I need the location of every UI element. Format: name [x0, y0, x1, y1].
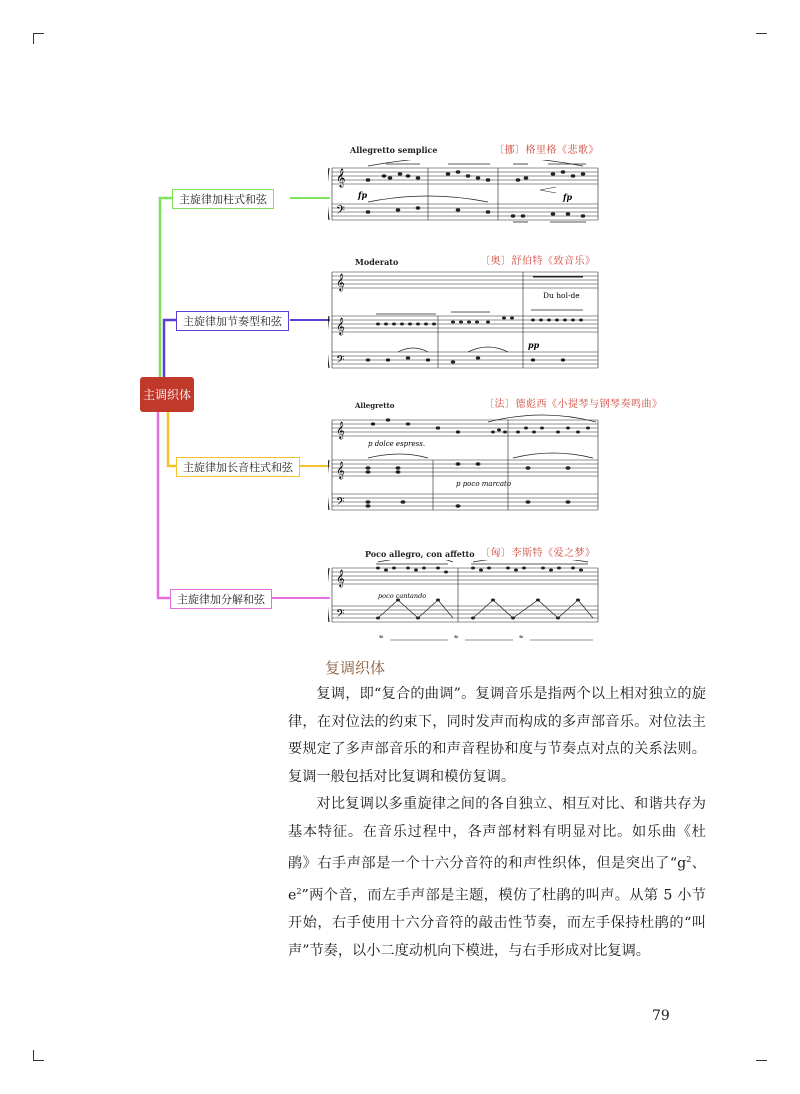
svg-text:𝄢: 𝄢 — [336, 354, 345, 369]
example-2-tempo: Moderato — [355, 257, 399, 267]
paragraph-2-text — [288, 791, 706, 965]
superscript-e: 2 — [296, 887, 302, 897]
connector-branch-2 — [164, 320, 176, 377]
svg-text:𝆮: 𝆮 — [378, 634, 383, 642]
svg-text:𝄞: 𝄞 — [336, 569, 345, 587]
svg-text:fp: fp — [358, 190, 368, 200]
mark-poco-cantando: poco cantando — [378, 592, 427, 600]
svg-text:𝄢: 𝄢 — [336, 496, 345, 511]
svg-text:𝄢: 𝄢 — [336, 204, 346, 220]
svg-text:𝆮: 𝆮 — [453, 634, 458, 642]
mindmap-root: 主调织体 — [140, 377, 194, 412]
score-example-3 — [328, 410, 600, 524]
example-3-credit: 〔法〕德彪西《小提琴与钢琴奏鸣曲》 — [484, 399, 663, 410]
example-4-tempo: Poco allegro, con affetto — [365, 549, 475, 559]
mindmap-branch-2: 主旋律加节奏型和弦 — [176, 311, 289, 331]
page-number: 79 — [652, 1008, 670, 1024]
mindmap-branch-3: 主旋律加长音柱式和弦 — [176, 457, 300, 477]
svg-text:𝄞: 𝄞 — [336, 421, 345, 439]
paragraph-1-text: 复调，即“复合的曲调”。复调音乐是指两个以上相对独立的旋律，在对位法的约束下，同时发声而构成的多声部音乐。对位法主要规定了多声部音乐的和声音程协和度与节奏点对点的关系法则。复调一般包括对比复调和模仿复调。 — [288, 686, 706, 785]
example-1-credit: 〔挪〕格里格《悲歌》 — [494, 145, 599, 156]
paragraph-1 — [288, 681, 706, 791]
example-4-credit: 〔匈〕李斯特《爱之梦》 — [480, 548, 596, 559]
superscript-g: 2 — [686, 855, 692, 864]
paragraph-2-part-a: 对比复调以多重旋律之间的各自独立、相互对比、和谐共存为基本特征。在音乐过程中，各声部材料有明显对比。如乐曲《杜鹃》右手声部是一个十六分音符的和声性织体，但是突出了“g — [288, 796, 706, 872]
example-2-credit: 〔奥〕舒伯特《致音乐》 — [480, 256, 596, 267]
paragraph-2 — [288, 791, 706, 965]
svg-text:𝄞: 𝄞 — [336, 168, 346, 187]
paragraph-2-part-b: 、e — [288, 855, 706, 904]
svg-text:𝄞: 𝄞 — [336, 461, 345, 479]
svg-text:𝄢: 𝄢 — [336, 608, 345, 623]
svg-text:𝄞: 𝄞 — [336, 317, 345, 335]
score-example-1 — [328, 160, 600, 230]
connector-branch-3 — [168, 412, 176, 466]
mark-dolce: p dolce espress. — [368, 440, 426, 448]
section-heading: 复调织体 — [325, 659, 386, 677]
svg-text:𝄞: 𝄞 — [336, 273, 345, 291]
svg-text:fp: fp — [563, 192, 573, 202]
example-3-tempo: Allegretto — [355, 401, 395, 410]
score-example-2 — [328, 268, 600, 382]
lyrics-du-holde: Du hol-de — [543, 291, 580, 300]
mindmap-branch-4: 主旋律加分解和弦 — [170, 589, 272, 609]
svg-text:pp: pp — [528, 340, 540, 350]
mark-poco-marcato: p poco marcato — [456, 480, 512, 488]
example-1-tempo: Allegretto semplice — [350, 145, 438, 155]
score-example-4 — [328, 560, 600, 646]
mindmap-branch-1: 主旋律加柱式和弦 — [172, 189, 274, 209]
connector-branch-1 — [160, 198, 172, 377]
svg-text:𝆮: 𝆮 — [518, 634, 523, 642]
paragraph-2-part-c: ”两个音，而左手声部是主题，模仿了杜鹃的叫声。从第 5 小节开始，右手使用十六分音符的敲击性节奏，而左手保持杜鹃的“叫声”节奏，以小二度动机向下模进，与右手形成对比复调。 — [288, 887, 706, 959]
